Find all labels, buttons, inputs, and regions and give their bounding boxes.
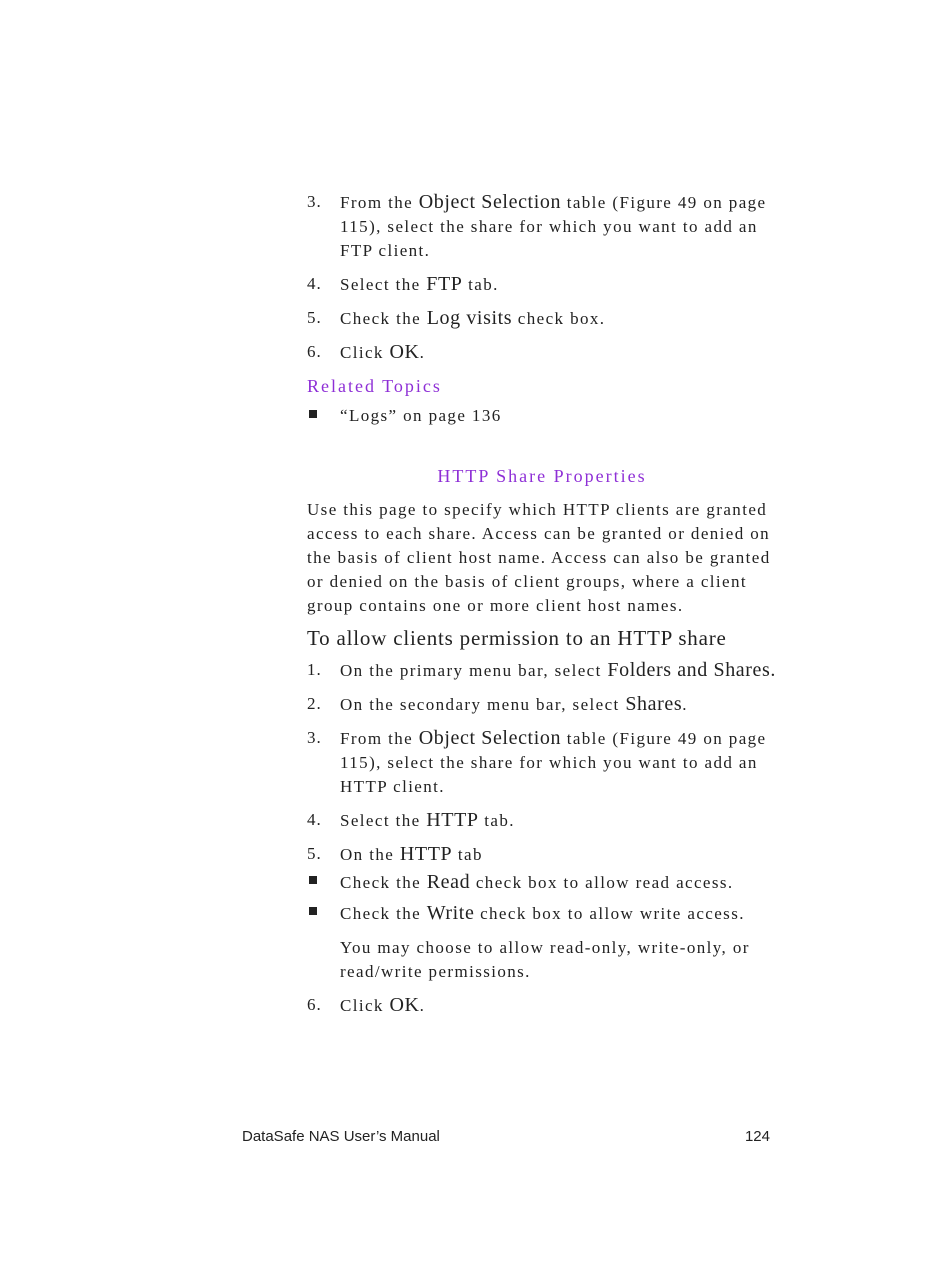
step-text: Click OK. xyxy=(340,994,426,1016)
step-item xyxy=(307,272,777,297)
ui-term: Shares xyxy=(625,693,683,715)
ui-term: HTTP xyxy=(426,809,479,831)
step-text: Check the Log visits check box. xyxy=(340,307,606,329)
sub-bullet-item xyxy=(307,901,777,926)
step-number: 5. xyxy=(307,308,322,327)
procedure-heading: To allow clients permission to an HTTP share xyxy=(307,626,727,650)
step-list-http xyxy=(307,658,777,867)
bullet-square-icon xyxy=(307,870,340,895)
step-number: 3. xyxy=(307,728,322,747)
step-number: 1. xyxy=(307,660,322,679)
step-number: 2. xyxy=(307,694,322,713)
page-footer xyxy=(242,1128,770,1145)
step-text: From the Object Selection table (Figure 49 on page 115), select the share for which you want to add an FTP client. xyxy=(340,191,767,260)
page-content xyxy=(307,190,777,1027)
step-item xyxy=(307,842,777,867)
ui-term: OK xyxy=(389,994,420,1016)
related-topic-link[interactable]: “Logs” on page 136 xyxy=(340,406,502,425)
step-number: 5. xyxy=(307,844,322,863)
sub-bullet-list xyxy=(307,870,777,926)
step-item xyxy=(307,808,777,833)
section-title: HTTP Share Properties xyxy=(437,466,647,486)
footer-manual-title: DataSafe NAS User’s Manual xyxy=(242,1128,440,1145)
ui-term: FTP xyxy=(426,273,463,295)
ui-term: Log visits xyxy=(426,307,513,329)
step-text: From the Object Selection table (Figure 49 on page 115), select the share for which you want to add an HTTP client. xyxy=(340,727,767,796)
step-text: Select the HTTP tab. xyxy=(340,809,515,831)
step-text: Click OK. xyxy=(340,341,426,363)
step-item xyxy=(307,692,777,717)
step-item xyxy=(307,993,777,1018)
bullet-square-icon xyxy=(307,901,340,926)
ui-term: Folders and Shares xyxy=(607,659,771,681)
step-item xyxy=(307,340,777,365)
step-text: On the HTTP tab xyxy=(340,843,483,865)
step-number: 6. xyxy=(307,342,322,361)
step-number: 6. xyxy=(307,995,322,1014)
step-item xyxy=(307,726,777,799)
ui-term: Read xyxy=(426,871,471,893)
related-topic-item xyxy=(307,404,777,428)
bullet-text: Check the Read check box to allow read access. xyxy=(340,871,734,893)
step-item xyxy=(307,658,777,683)
page-number: 124 xyxy=(744,1128,770,1145)
intro-paragraph: Use this page to specify which HTTP clients are granted access to each share. Access can be granted or denied on the basis of client host name. Access can also be granted or denied on the basis of client groups, where a client group contains one or more client host names. xyxy=(307,500,771,615)
step-text: On the secondary menu bar, select Shares. xyxy=(340,693,688,715)
ui-term: OK xyxy=(389,341,420,363)
step-number: 3. xyxy=(307,192,322,211)
step-list-ftp xyxy=(307,190,777,365)
ui-term: Write xyxy=(426,902,475,924)
note-paragraph: You may choose to allow read-only, write-only, or read/write permissions. xyxy=(340,938,750,981)
step-item xyxy=(307,190,777,263)
related-topics-heading: Related Topics xyxy=(307,376,442,396)
ui-term: HTTP xyxy=(399,843,453,865)
step-number: 4. xyxy=(307,810,322,829)
step-text: Select the FTP tab. xyxy=(340,273,499,295)
bullet-text: Check the Write check box to allow write access. xyxy=(340,902,745,924)
ui-term: Object Selection xyxy=(418,191,562,213)
bullet-square-icon xyxy=(307,404,340,428)
ui-term: Object Selection xyxy=(418,727,562,749)
step-item xyxy=(307,306,777,331)
step-text: On the primary menu bar, select Folders and Shares. xyxy=(340,659,777,681)
sub-bullet-item xyxy=(307,870,777,895)
step-number: 4. xyxy=(307,274,322,293)
